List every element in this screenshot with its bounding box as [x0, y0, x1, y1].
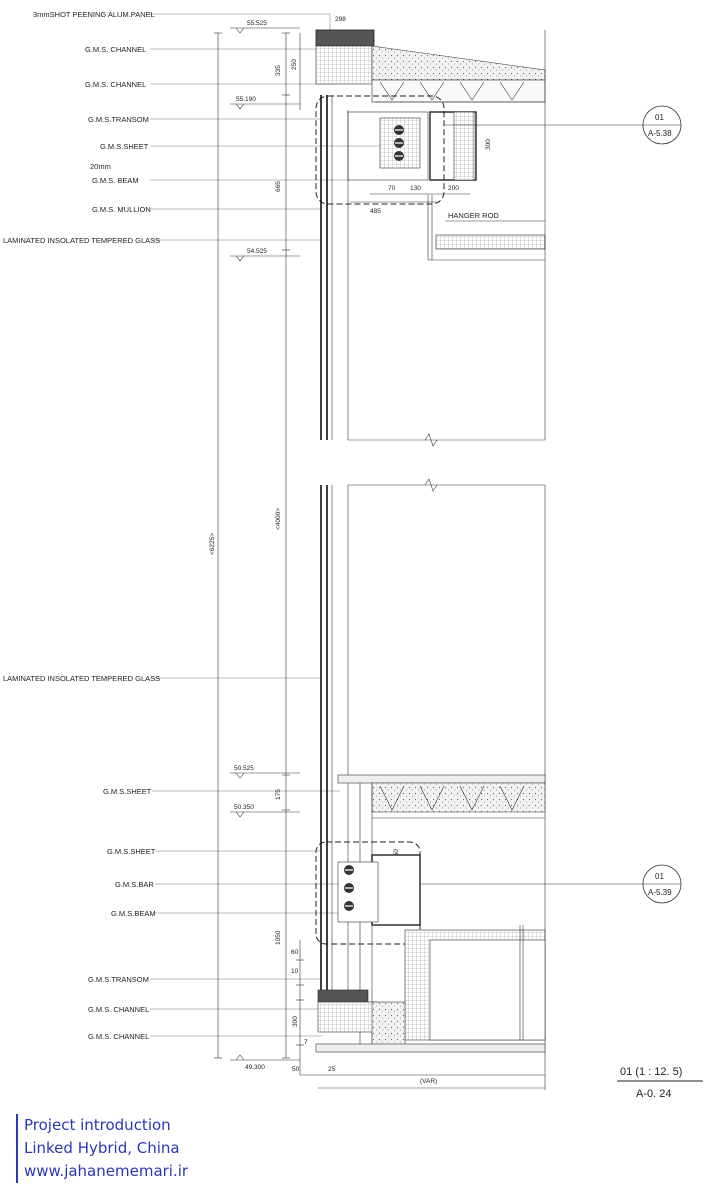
label-channel-1: G.M.S. CHANNEL — [85, 45, 147, 54]
callout-top-num: 01 — [655, 113, 664, 122]
caption-ref: A-0. 24 — [636, 1088, 672, 1100]
dim-485: 485 — [370, 208, 381, 215]
callout-bottom-ref: A-5.39 — [648, 888, 672, 897]
label-beam-top: G.M.S. BEAM — [92, 176, 139, 185]
footer-line-intro: Project introduction — [24, 1116, 171, 1134]
project-footer — [16, 1114, 188, 1183]
label-peening-panel: 3mmSHOT PEENING ALUM.PANEL — [33, 10, 155, 19]
label-glass-mid: LAMINATED INSOLATED TEMPERED GLASS — [3, 674, 161, 683]
label-transom-top: G.M.S.TRANSOM — [88, 115, 149, 124]
label-transom-low: G.M.S.TRANSOM — [88, 975, 149, 984]
dim-300a: 300 — [485, 139, 492, 150]
dim-60: 60 — [291, 949, 299, 956]
label-glass-top: LAMINATED INSOLATED TEMPERED GLASS — [3, 236, 161, 245]
vertical-dimensions — [214, 33, 304, 1075]
level-49300: 49.300 — [245, 1064, 265, 1071]
level-54525: 54.525 — [247, 248, 267, 255]
label-channel-4: G.M.S. CHANNEL — [88, 1032, 150, 1041]
dim-298: 298 — [335, 16, 346, 23]
level-50350: 50.350 — [234, 804, 254, 811]
dim-665: 665 — [275, 181, 282, 192]
label-beam-20mm: 20mm — [90, 162, 111, 171]
dim-50: 50 — [292, 1066, 300, 1073]
dim-250: 250 — [291, 59, 298, 70]
dim-335: 335 — [275, 65, 282, 76]
footer-website-link[interactable]: www.jahanememari.ir — [24, 1162, 189, 1180]
level-55525: 55.525 — [247, 20, 267, 27]
label-sheet-low: G.M.S.SHEET — [107, 847, 156, 856]
dim-200: 200 — [448, 185, 459, 192]
dim-var: (VAR) — [420, 1078, 438, 1085]
dim-6225: <6225> — [209, 532, 216, 555]
label-hanger-rod: HANGER ROD — [448, 211, 499, 220]
footer-line-project: Linked Hybrid, China — [24, 1139, 180, 1157]
label-mullion: G.M.S. MULLION — [92, 205, 151, 214]
dim-10: 10 — [291, 968, 299, 975]
component-labels — [3, 10, 160, 1041]
level-50525: 50.525 — [234, 765, 254, 772]
dim-70: 70 — [388, 185, 396, 192]
floor-assembly — [300, 775, 545, 1088]
label-sheet-mid: G.M.S.SHEET — [103, 787, 152, 796]
drawing-caption — [617, 1066, 703, 1100]
dim-7: 7 — [304, 1039, 308, 1046]
label-sheet-top: G.M.S.SHEET — [100, 142, 149, 151]
dim-4000: <4000> — [275, 507, 282, 530]
dim-1050: 1050 — [275, 930, 282, 945]
roof-assembly — [316, 30, 545, 260]
label-bar: G.M.S.BAR — [115, 880, 154, 889]
label-channel-3: G.M.S. CHANNEL — [88, 1005, 150, 1014]
level-55190: 55.190 — [236, 96, 256, 103]
caption-title: 01 (1 : 12. 5) — [620, 1066, 683, 1078]
callout-bottom-num: 01 — [655, 872, 664, 881]
dim-300b: 300 — [292, 1016, 299, 1027]
dim-175: 175 — [275, 789, 282, 800]
label-channel-2: G.M.S. CHANNEL — [85, 80, 147, 89]
dim-130: 130 — [410, 185, 421, 192]
callout-top-ref: A-5.38 — [648, 129, 672, 138]
dim-25: 25 — [328, 1066, 336, 1073]
label-beam-low: G.M.S.BEAM — [111, 909, 156, 918]
curtain-wall-mullion — [321, 95, 348, 990]
level-markers — [230, 20, 300, 1071]
